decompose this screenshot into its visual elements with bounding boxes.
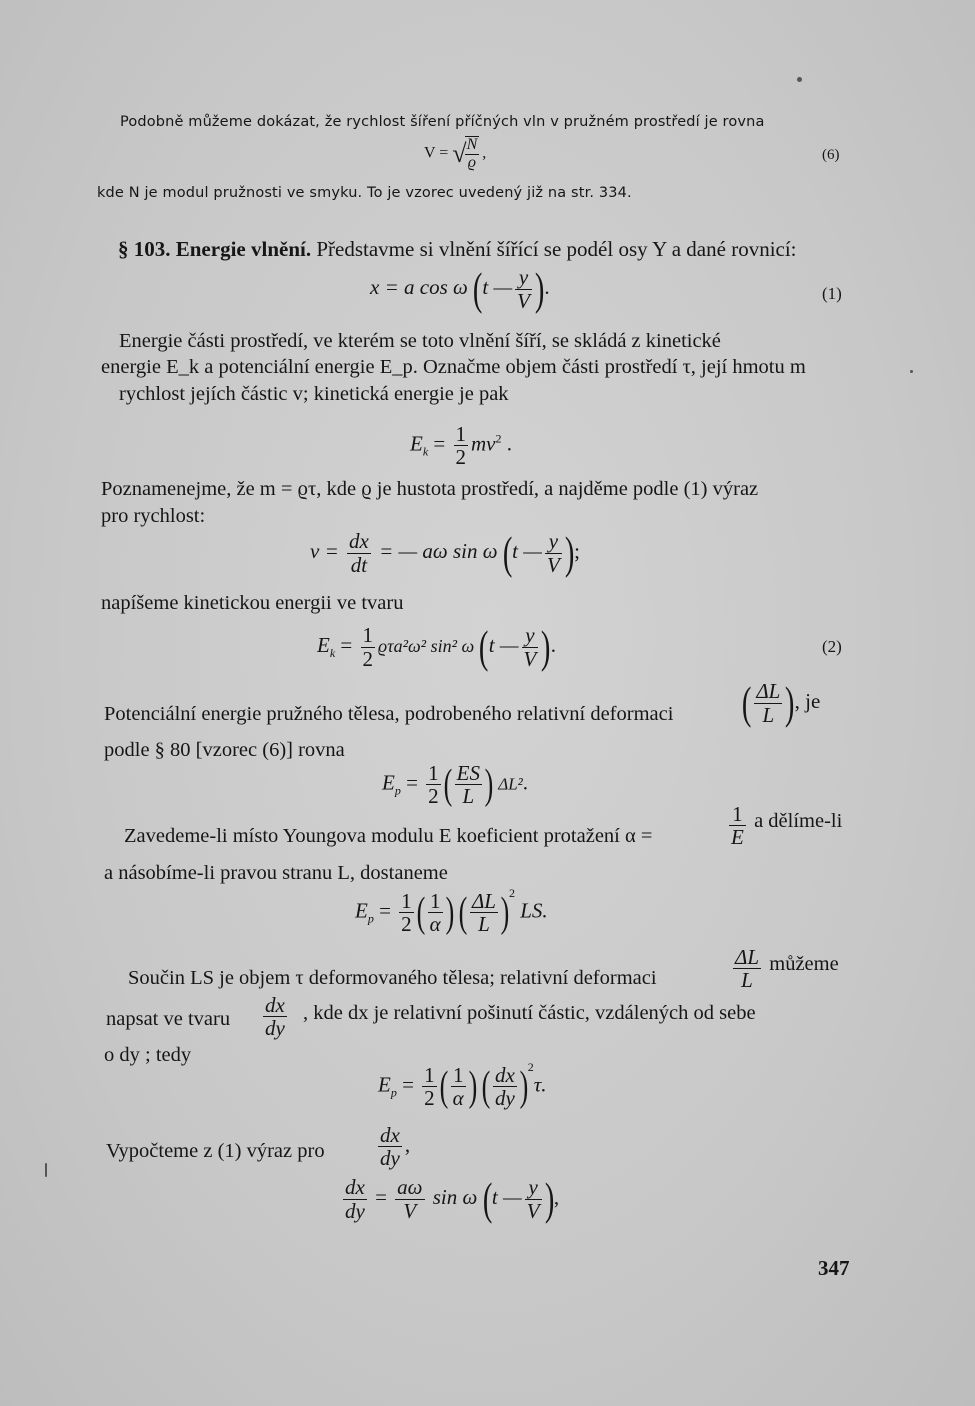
equation-number: (2) — [822, 637, 842, 656]
equation-ek: $E_k$ = $\frac{1}{2}$ $mv^2$ . — [410, 422, 512, 470]
equation-v: v = $\frac{dx}{dt}$ = — aω sin ω (t — $\frac{y}{V}$ ); — [310, 527, 580, 578]
paragraph-line: Zavedeme-li místo Youngova modulu E koeficient protažení α = — [124, 825, 653, 847]
equation-2: $E_k$ = $\frac{1}{2}$ ϱτa²ω² sin² ω (t — $\frac{y}{V}$ ). — [317, 621, 556, 672]
fraction: $\frac{N}{ϱ}$ — [466, 136, 478, 171]
inline-fraction: $\frac{1}{E}$ a dělíme-li — [731, 802, 843, 850]
paper-speck — [910, 370, 913, 373]
fraction: $\frac{1}{\alpha}$ — [429, 889, 441, 937]
paragraph-line: pro rychlost: — [101, 505, 206, 527]
fraction: $\frac{ES}{L}$ — [456, 761, 480, 809]
paragraph-line: rychlost jejích částic v; kinetická energie je pak — [119, 383, 509, 405]
fraction: $\frac{dx}{dy}$ — [380, 1123, 400, 1171]
paragraph-line: a násobíme-li pravou stranu L, dostaneme — [104, 862, 448, 884]
fraction: $\frac{y}{V}$ — [523, 623, 537, 671]
fraction: $\frac{1}{2}$ — [428, 761, 439, 809]
paragraph-line: o dy ; tedy — [104, 1044, 192, 1066]
equation-dxdy: $\frac{dx}{dy}$ = $\frac{a\omega}{V}$ sin ω (t — $\frac{y}{V}$ ), — [345, 1173, 560, 1224]
fraction: $\frac{dx}{dy}$ — [345, 1175, 365, 1223]
paragraph-line: podle § 80 [vzorec (6)] rovna — [104, 739, 345, 761]
inline-fraction: ( $\frac{\Delta L}{L}$ ), je — [741, 677, 821, 728]
paragraph-line: Energie části prostředí, ve kterém se toto vlnění šíří, se skládá z kinetické — [119, 330, 721, 352]
paragraph-line: kde N je modul pružnosti ve smyku. To je vzorec uvedený již na str. 334. — [97, 185, 632, 201]
fraction: $\frac{1}{2}$ — [424, 1063, 435, 1111]
inline-fraction: $\frac{dx}{dy}$ , — [380, 1123, 411, 1171]
fraction: $\frac{y}{V}$ — [546, 529, 560, 577]
paragraph-line: Potenciální energie pružného tělesa, podrobeného relativní deformaci — [104, 703, 674, 725]
equation-ep2: $E_p$ = $\frac{1}{2}$ ( $\frac{1}{\alpha}$ ) ( $\frac{\Delta L}{L}$ )$^2$ LS. — [355, 886, 548, 937]
paragraph-line: Poznamenejme, že m = ϱτ, kde ϱ je hustota prostředí, a najděme podle (1) výraz — [101, 478, 759, 500]
section-number: § 103. Energie vlnění. — [118, 237, 312, 261]
fraction: $\frac{a\omega}{V}$ — [397, 1175, 423, 1223]
paragraph-line: , kde dx je relativní pošinutí částic, vzdálených od sebe — [303, 1002, 756, 1024]
fraction: $\frac{1}{2}$ — [455, 422, 466, 470]
fraction: $\frac{\Delta L}{L}$ — [735, 945, 760, 993]
paragraph-line: energie E_k a potenciální energie E_p. Označme objem části prostředí τ, její hmotu m — [101, 356, 806, 378]
paragraph-line: napsat ve tvaru — [106, 1008, 231, 1030]
equation-ep1: $E_p$ = $\frac{1}{2}$ ( $\frac{ES}{L}$ ) ΔL². — [382, 761, 529, 809]
inline-fraction — [260, 994, 290, 1039]
fraction: $\frac{y}{V}$ — [526, 1175, 540, 1223]
eq-lhs: V = — [424, 144, 449, 162]
section-text: Představme si vlnění šířící se podél osy Y a dané rovnicí: — [316, 237, 797, 261]
paragraph-line: Podobně můžeme dokázat, že rychlost šíření příčných vln v pružném prostředí je rovna — [120, 114, 765, 130]
paragraph-line: Součin LS je objem τ deformovaného tělesa; relativní deformaci — [128, 967, 657, 989]
fraction: $\frac{1}{E}$ — [731, 802, 744, 850]
fraction: $\frac{y}{V}$ — [517, 265, 530, 313]
fraction: $\frac{dx}{dt}$ — [349, 529, 369, 577]
paper-speck — [45, 1163, 47, 1177]
equation-ep3: $E_p$ = $\frac{1}{2}$ ( $\frac{1}{\alpha}$ ) ( $\frac{dx}{dy}$ )$^2$τ. — [378, 1060, 547, 1111]
fraction: $\frac{dx}{dy}$ — [265, 993, 285, 1041]
section-heading — [118, 236, 797, 262]
paragraph-line: napíšeme kinetickou energii ve tvaru — [101, 592, 404, 614]
equation-1: x = a cos ω (t — $\frac{y}{V}$ ). — [370, 263, 550, 314]
fraction: $\frac{\Delta L}{L}$ — [471, 889, 496, 937]
paragraph-line: Vypočteme z (1) výraz pro — [106, 1140, 325, 1162]
equation-number: (1) — [822, 284, 842, 303]
fraction: $\frac{1}{\alpha}$ — [452, 1063, 464, 1111]
page-number: 347 — [818, 1256, 850, 1280]
inline-fraction: $\frac{\Delta L}{L}$ můžeme — [735, 945, 839, 993]
fraction: $\frac{dx}{dy}$ — [494, 1063, 515, 1111]
fraction: $\frac{1}{2}$ — [401, 889, 412, 937]
paper-speck — [797, 77, 802, 82]
equation-number: (6) — [822, 147, 840, 163]
fraction: $\frac{\Delta L}{L}$ — [756, 679, 781, 727]
fraction: $\frac{1}{2}$ — [362, 623, 373, 671]
equation-6: V = √ $\frac{N}{ϱ}$ , — [424, 136, 487, 171]
